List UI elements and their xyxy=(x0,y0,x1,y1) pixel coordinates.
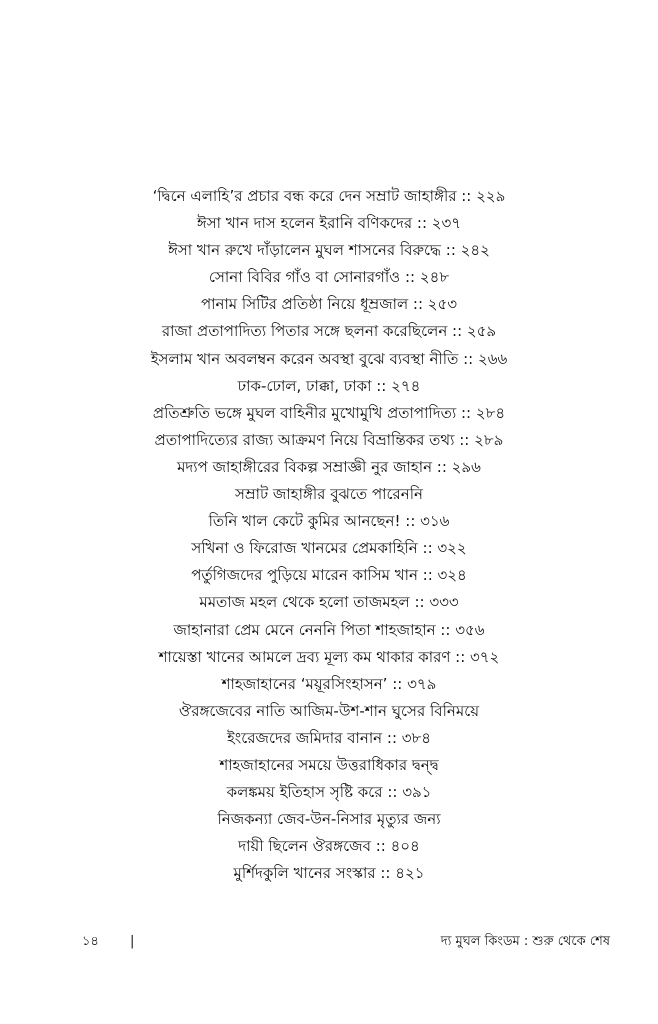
toc-entry: জাহানারা প্রেম মেনে নেননি পিতা শাহজাহান :: ৩৫৬ xyxy=(173,620,485,639)
toc-entry: ঔরঙ্গজেবের নাতি আজিম-উশ-শান ঘুসের বিনিময়ে xyxy=(178,701,480,720)
running-title: দ্য মুঘল কিংডম : শুরু থেকে শেষ xyxy=(440,934,610,949)
toc-entry: সম্রাট জাহাঙ্গীর বুঝতে পারেননি xyxy=(235,485,423,504)
page-number: ১৪ xyxy=(82,934,99,949)
toc-entry: প্রতাপাদিত্যের রাজ্য আক্রমণ নিয়ে বিভ্রান্তিকর তথ্য :: ২৮৯ xyxy=(154,430,504,449)
toc-entry: ঢাক-ঢোল, ঢাক্কা, ঢাকা :: ২৭৪ xyxy=(237,376,421,395)
toc-entry: মদ্যপ জাহাঙ্গীরের বিকল্প সম্রাজ্ঞী নুর জাহান :: ২৯৬ xyxy=(177,457,481,476)
footer-separator: | xyxy=(130,934,135,949)
table-of-contents xyxy=(0,183,658,887)
toc-entry: রাজা প্রতাপাদিত্য পিতার সঙ্গে ছলনা করেছিলেন :: ২৫৯ xyxy=(161,322,497,341)
toc-entry: মমতাজ মহল থেকে হলো তাজমহল :: ৩৩৩ xyxy=(199,593,459,612)
toc-entry: শায়েস্তা খানের আমলে দ্রব্য মূল্য কম থাকার কারণ :: ৩৭২ xyxy=(158,647,500,666)
toc-entry: প্রতিশ্রুতি ভঙ্গে মুঘল বাহিনীর মুখোমুখি প্রতাপাদিত্য :: ২৮৪ xyxy=(152,403,506,422)
toc-entry: তিনি খাল কেটে কুমির আনছেন! :: ৩১৬ xyxy=(208,512,450,531)
toc-entry: ইসলাম খান অবলম্বন করেন অবস্থা বুঝে ব্যবস্থা নীতি :: ২৬৬ xyxy=(150,349,508,368)
page-footer xyxy=(0,930,658,954)
toc-entry: ঈসা খান রুখে দাঁড়ালেন মুঘল শাসনের বিরুদ্ধে :: ২৪২ xyxy=(168,241,490,260)
toc-entry: মুর্শিদকুলি খানের সংস্কার :: ৪২১ xyxy=(233,864,425,883)
toc-entry: দায়ী ছিলেন ঔরঙ্গজেব :: ৪০৪ xyxy=(238,837,420,856)
toc-entry: ঈসা খান দাস হলেন ইরানি বণিকদের :: ২৩৭ xyxy=(196,214,462,233)
toc-entry: ইংরেজদের জমিদার বানান :: ৩৮৪ xyxy=(227,728,431,747)
toc-entry: সখিনা ও ফিরোজ খানমের প্রেমকাহিনি :: ৩২২ xyxy=(191,539,467,558)
toc-entry: কলঙ্কময় ইতিহাস সৃষ্টি করে :: ৩৯১ xyxy=(226,783,432,802)
toc-entry: পর্তুগিজদের পুড়িয়ে মারেন কাসিম খান :: ৩২৪ xyxy=(191,566,467,585)
toc-entry: শাহজাহানের ‘ময়ূরসিংহাসন’ :: ৩৭৯ xyxy=(221,674,437,693)
toc-entry: নিজকন্যা জেব-উন-নিসার মৃত্যুর জন্য xyxy=(217,810,441,829)
toc-entry: সোনা বিবির গাঁও বা সোনারগাঁও :: ২৪৮ xyxy=(208,268,450,287)
toc-entry: শাহজাহানের সময়ে উত্তরাধিকার দ্বন্দ্ব xyxy=(219,755,439,774)
toc-entry: ‘দ্বিনে এলাহি’র প্রচার বন্ধ করে দেন সম্রাট জাহাঙ্গীর :: ২২৯ xyxy=(152,187,506,205)
toc-entry: পানাম সিটির প্রতিষ্ঠা নিয়ে ধূম্রজাল :: ২৫৩ xyxy=(200,295,458,314)
